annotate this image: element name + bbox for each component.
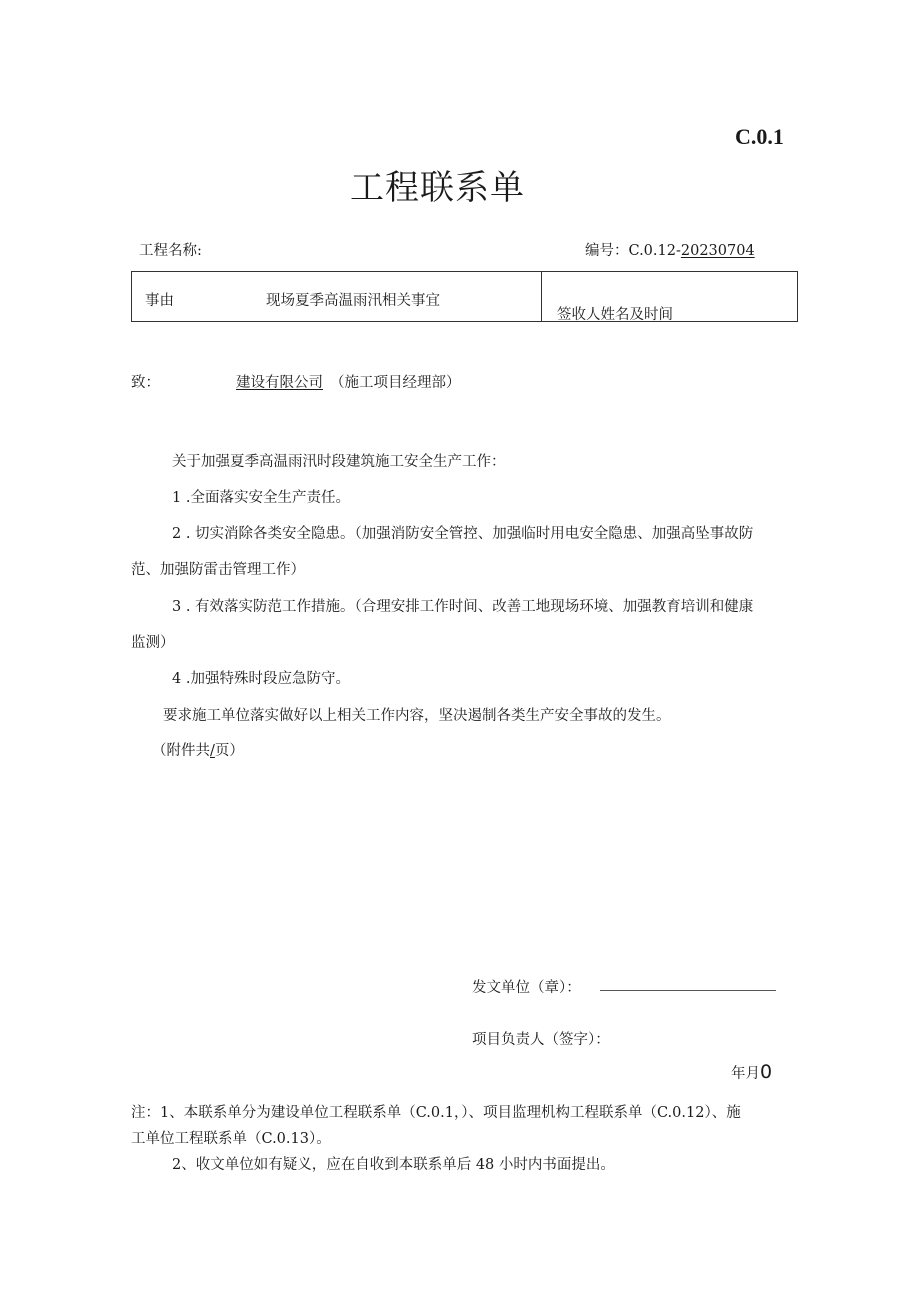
body-item-4: 4 .加强特殊时段应急防守。: [172, 671, 350, 687]
issuer-label: 发文单位（章）：: [472, 980, 581, 996]
number-prefix: C.0.12-: [628, 243, 681, 259]
date-text: 年月: [731, 1066, 760, 1082]
date-zero: 0: [760, 1061, 773, 1083]
body-item-2-line-2: 范、加强防雷击管理工作）: [131, 562, 305, 578]
recipient-dept: （施工项目经理部）: [330, 375, 461, 391]
attachment-prefix: （附件共: [152, 743, 210, 759]
number-label: 编号：: [585, 243, 629, 259]
number-value: 20230704: [680, 243, 755, 259]
signer-label: 签收人姓名及时间: [557, 307, 673, 323]
subject-value: 现场夏季高温雨汛相关事宜: [266, 293, 440, 309]
issuer-signature-line: [600, 990, 776, 991]
document-number: [585, 239, 755, 260]
attachment-note: [152, 739, 244, 760]
project-name-label: 工程名称:: [139, 243, 202, 259]
attachment-suffix: 页）: [214, 743, 244, 759]
recipient-label: 致：: [131, 375, 160, 391]
subject-label: 事由: [145, 293, 174, 309]
manager-label: 项目负责人（签字）：: [472, 1032, 610, 1048]
body-item-3-line-2: 监测）: [131, 635, 175, 651]
body-request: 要求施工单位落实做好以上相关工作内容，坚决遏制各类生产安全事故的发生。: [163, 708, 671, 724]
table-divider: [541, 271, 542, 322]
note-line-3: 2、收文单位如有疑义，应在自收到本联系单后 48 小时内书面提出。: [172, 1157, 615, 1173]
note-line-2: 工单位工程联系单（C.0.13）。: [131, 1131, 331, 1147]
body-intro: 关于加强夏季高温雨汛时段建筑施工安全生产工作：: [172, 454, 506, 470]
attachment-count: /: [210, 743, 215, 759]
form-code: C.0.1: [735, 124, 784, 149]
subject-table: [131, 271, 798, 322]
page-title: 工程联系单: [350, 168, 525, 208]
note-line-1: 注：1、本联系单分为建设单位工程联系单（C.0.1，）、项目监理机构工程联系单（C.0.12）、施: [131, 1105, 741, 1121]
recipient-company: 建设有限公司: [236, 375, 323, 391]
body-item-2-line-1: 2 . 切实消除各类安全隐患。（加强消防安全管控、加强临时用电安全隐患、加强高坠事故防: [172, 526, 754, 542]
body-item-3-line-1: 3 . 有效落实防范工作措施。（合理安排工作时间、改善工地现场环境、加强教育培训和健康: [172, 599, 754, 615]
body-item-1: 1 .全面落实安全生产责任。: [172, 490, 350, 506]
date-field: [731, 1061, 772, 1083]
